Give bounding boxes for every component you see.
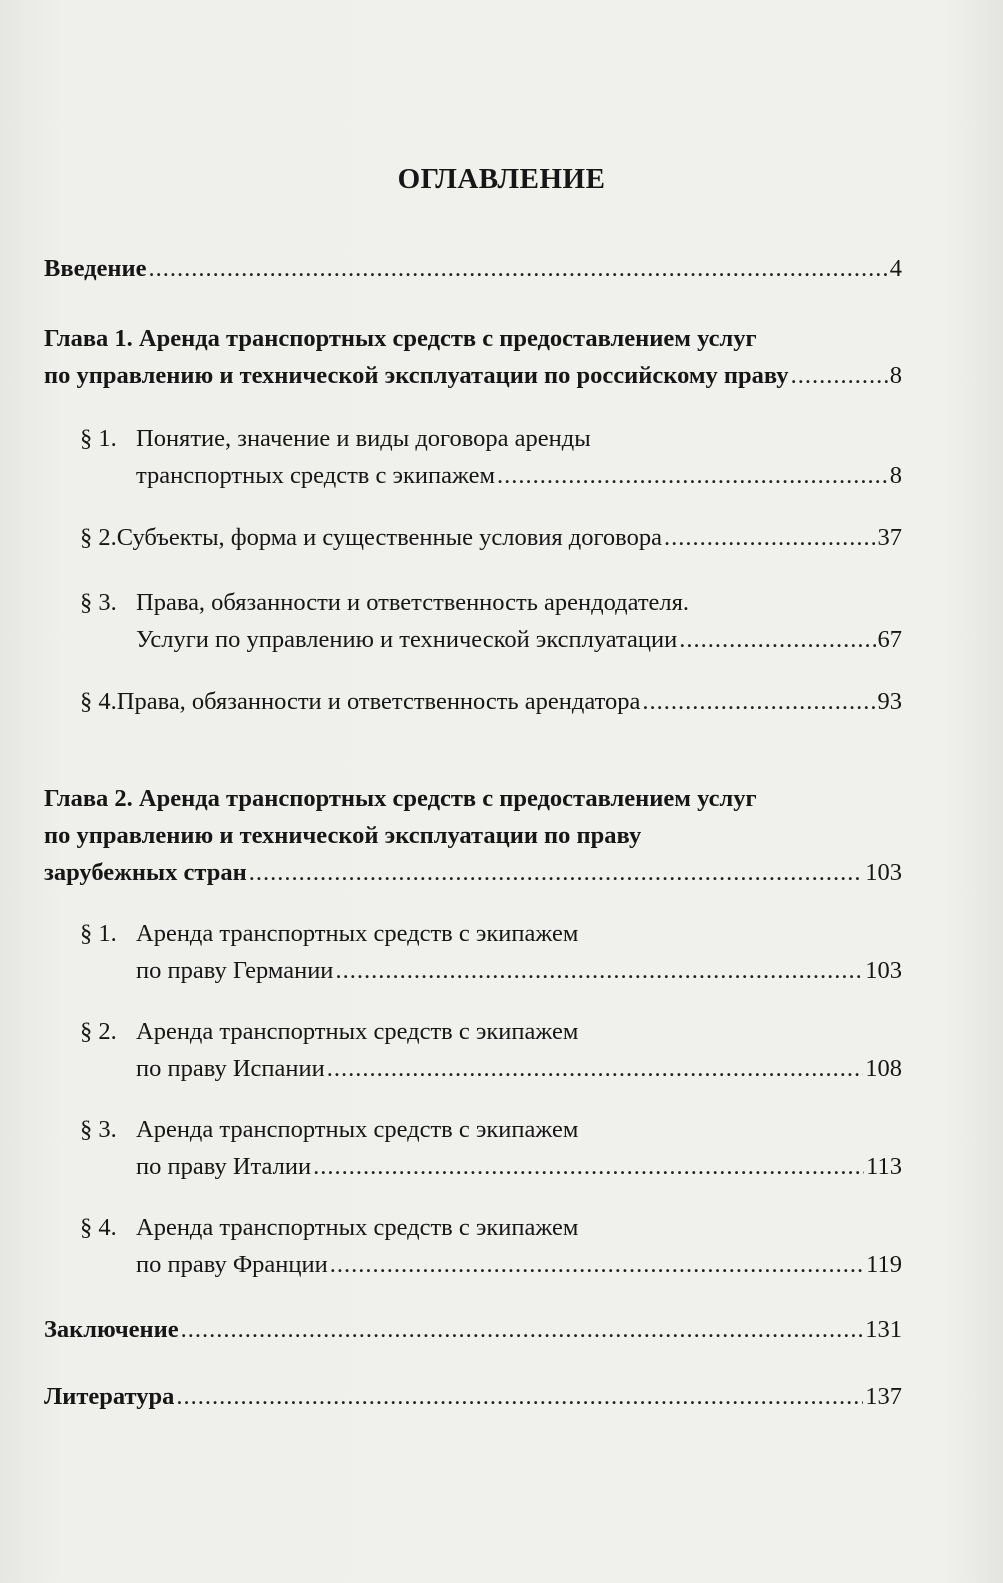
section-number: § 2. [80, 1018, 117, 1045]
toc-entry-label: Заключение [44, 1316, 179, 1343]
toc-entry-label: Введение [44, 255, 147, 282]
toc-entry-label: зарубежных стран [44, 859, 247, 886]
dot-leader [664, 524, 876, 552]
toc-entry-chapter-2[interactable] [44, 785, 902, 896]
dot-leader [149, 255, 888, 283]
toc-entry-ch2-section-2[interactable] [44, 1018, 902, 1092]
toc-entry-intro[interactable] [44, 255, 902, 292]
toc-entry-label: по праву Франции [136, 1251, 328, 1278]
dot-leader [181, 1316, 864, 1344]
toc-page-number: 93 [877, 688, 902, 715]
toc-page-number: 131 [865, 1316, 902, 1343]
toc-page-number: 67 [877, 626, 902, 653]
section-number: § 4. [80, 688, 117, 715]
toc-entry-ch1-section-1[interactable] [44, 425, 902, 499]
page-title: ОГЛАВЛЕНИЕ [397, 163, 606, 195]
toc-entry-label: Аренда транспортных средств с экипажем [136, 1214, 579, 1241]
dot-leader [313, 1153, 864, 1181]
toc-entry-label: транспортных средств с экипажем [136, 462, 495, 489]
section-number: § 2. [80, 524, 117, 551]
toc-page-number: 8 [889, 362, 902, 389]
toc-entry-label: Аренда транспортных средств с экипажем [136, 1018, 579, 1045]
dot-leader [330, 1251, 864, 1279]
toc-page-number: 8 [889, 462, 902, 489]
toc-entry-ch2-section-3[interactable] [44, 1116, 902, 1190]
toc-entry-ch1-section-3[interactable] [44, 589, 902, 663]
dot-leader [679, 626, 875, 654]
section-number: § 4. [80, 1214, 117, 1241]
toc-entry-label: по управлению и технической эксплуатации по российскому праву [44, 362, 789, 389]
toc-entry-label: Аренда транспортных средств с экипажем [136, 920, 579, 947]
section-number: § 3. [80, 589, 117, 616]
toc-entry-conclusion[interactable] [44, 1316, 902, 1353]
toc-entry-label: Понятие, значение и виды договора аренды [136, 425, 591, 452]
toc-entry-label: Глава 2. Аренда транспортных средств с предоставлением услуг [44, 785, 757, 812]
toc-entry-label: Субъекты, форма и существенные условия договора [116, 524, 662, 551]
toc-entry-literature[interactable] [44, 1383, 902, 1420]
toc-entry-label: Права, обязанности и ответственность арендодателя. [136, 589, 690, 616]
dot-leader [249, 859, 864, 887]
dot-leader [327, 1055, 864, 1083]
dot-leader [335, 957, 863, 985]
toc-entry-label: Услуги по управлению и технической эксплуатации [136, 626, 678, 653]
dot-leader [176, 1383, 863, 1411]
toc-entry-label: по праву Италии [136, 1153, 312, 1180]
toc-page-number: 103 [865, 859, 902, 886]
toc-entry-label: по праву Германии [136, 957, 334, 984]
section-number: § 1. [80, 425, 117, 452]
toc-entry-label: Права, обязанности и ответственность арендатора [116, 688, 641, 715]
toc-entry-ch1-section-2[interactable] [44, 524, 902, 561]
toc-page-number: 113 [866, 1153, 902, 1180]
toc-entry-label: Литература [44, 1383, 175, 1410]
section-number: § 1. [80, 920, 117, 947]
toc-page-number: 137 [865, 1383, 902, 1410]
toc-entry-chapter-1[interactable] [44, 325, 902, 399]
toc-page-number: 119 [866, 1251, 902, 1278]
toc-entry-label: по управлению и технической эксплуатации по праву [44, 822, 642, 849]
dot-leader [497, 462, 888, 490]
dot-leader [791, 362, 888, 390]
toc-entry-label: Аренда транспортных средств с экипажем [136, 1116, 579, 1143]
toc-page-number: 37 [877, 524, 902, 551]
toc-entry-ch2-section-4[interactable] [44, 1214, 902, 1288]
toc-page-number: 4 [889, 255, 902, 282]
toc-entry-label: по праву Испании [136, 1055, 325, 1082]
toc-entry-ch1-section-4[interactable] [44, 688, 902, 725]
toc-entry-ch2-section-1[interactable] [44, 920, 902, 994]
toc-page-number: 108 [865, 1055, 902, 1082]
dot-leader [642, 688, 875, 716]
toc-page-number: 103 [865, 957, 902, 984]
section-number: § 3. [80, 1116, 117, 1143]
toc-entry-label: Глава 1. Аренда транспортных средств с предоставлением услуг [44, 325, 757, 352]
